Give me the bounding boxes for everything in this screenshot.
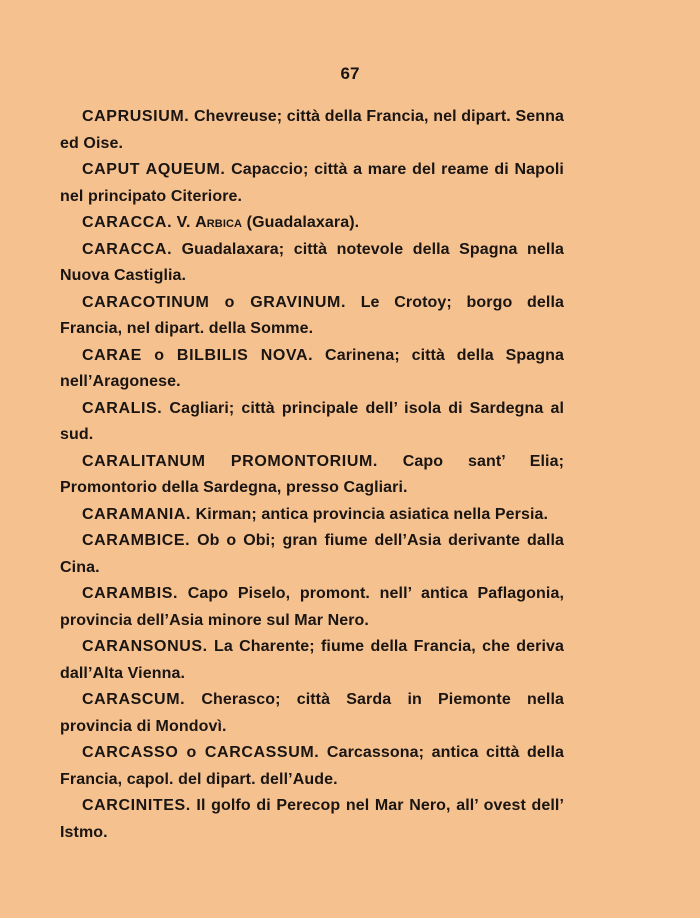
entry-carcasso (60, 740, 564, 793)
entry-headword: CAPUT AQUEUM. (82, 161, 226, 178)
entry-text: Carinena; città della Spagna nell’Aragonese. (60, 346, 564, 390)
entry-carae (60, 343, 564, 396)
entry-text: V. (172, 214, 196, 231)
entry-headword: CARAE o BILBILIS NOVA. (82, 346, 314, 364)
entry-text: Capo sant’ Elia; Promontorio della Sardegna, presso Cagliari. (60, 452, 564, 496)
entry-carcinites (60, 793, 564, 846)
entry-text: La Charente; fiume della Francia, che deriva dall’Alta Vienna. (60, 638, 564, 682)
page-number: 67 (340, 64, 360, 83)
entry-text: Guadalaxara; città notevole della Spagna nella Nuova Castiglia. (60, 240, 564, 284)
entry-headword: CARASCUM. (82, 691, 186, 708)
entry-headword: CARCINITES. (82, 797, 191, 814)
entry-cross-reference: Arbica (195, 214, 243, 231)
entry-caralitanum (60, 449, 564, 502)
entry-text-tail: (Guadalaxara). (242, 214, 360, 231)
entry-headword: CARACCA. (82, 214, 173, 231)
entry-text: Cagliari; città principale dell’ isola di Sardegna al sud. (60, 399, 564, 443)
entry-headword: CARACCA. (82, 240, 173, 258)
entry-carambice (60, 528, 564, 581)
entry-text: Capaccio; città a mare del reame di Napoli nel principato Citeriore. (60, 161, 564, 205)
entry-headword: CARCASSO o CARCASSUM. (82, 744, 320, 761)
entry-caracca-reference (60, 210, 564, 237)
entry-text: Le Crotoy; borgo della Francia, nel dipart. della Somme. (60, 293, 564, 337)
entry-caralis (60, 396, 564, 449)
entry-headword: CARALITANUM PROMONTORIUM. (82, 452, 378, 470)
entry-text: Ob o Obi; gran fiume dell’Asia derivante dalla Cina. (60, 532, 564, 576)
entry-caransonus (60, 634, 564, 687)
entry-headword: CARAMANIA. (82, 505, 192, 523)
entry-headword: CARALIS. (82, 399, 163, 417)
dictionary-entries (60, 104, 564, 846)
entry-text: Capo Piselo, promont. nell’ antica Paflagonia, provincia dell’Asia minore sul Mar Nero. (60, 585, 564, 629)
entry-text: Cherasco; città Sarda in Piemonte nella provincia di Mondovì. (60, 691, 564, 735)
entry-headword: CARAMBICE. (82, 532, 191, 549)
entry-text: Kirman; antica provincia asiatica nella Persia. (191, 505, 549, 523)
entry-text: Chevreuse; città della Francia, nel dipart. Senna ed Oise. (60, 108, 564, 152)
entry-caracca (60, 237, 564, 290)
entry-headword: CARANSONUS. (82, 638, 208, 655)
entry-headword: CAPRUSIUM. (82, 108, 190, 125)
entry-carambis (60, 581, 564, 634)
entry-text: Il golfo di Perecop nel Mar Nero, all’ ovest dell’ Istmo. (60, 797, 564, 841)
entry-headword: CARAMBIS. (82, 585, 179, 602)
entry-caramania (60, 502, 564, 529)
entry-caput-aqueum (60, 157, 564, 210)
entry-text: Carcassona; antica città della Francia, capol. del dipart. dell’Aude. (60, 744, 564, 788)
entry-caracotinum (60, 290, 564, 343)
entry-headword: CARACOTINUM o GRAVINUM. (82, 293, 346, 311)
entry-carascum (60, 687, 564, 740)
entry-caprusium (60, 104, 564, 157)
